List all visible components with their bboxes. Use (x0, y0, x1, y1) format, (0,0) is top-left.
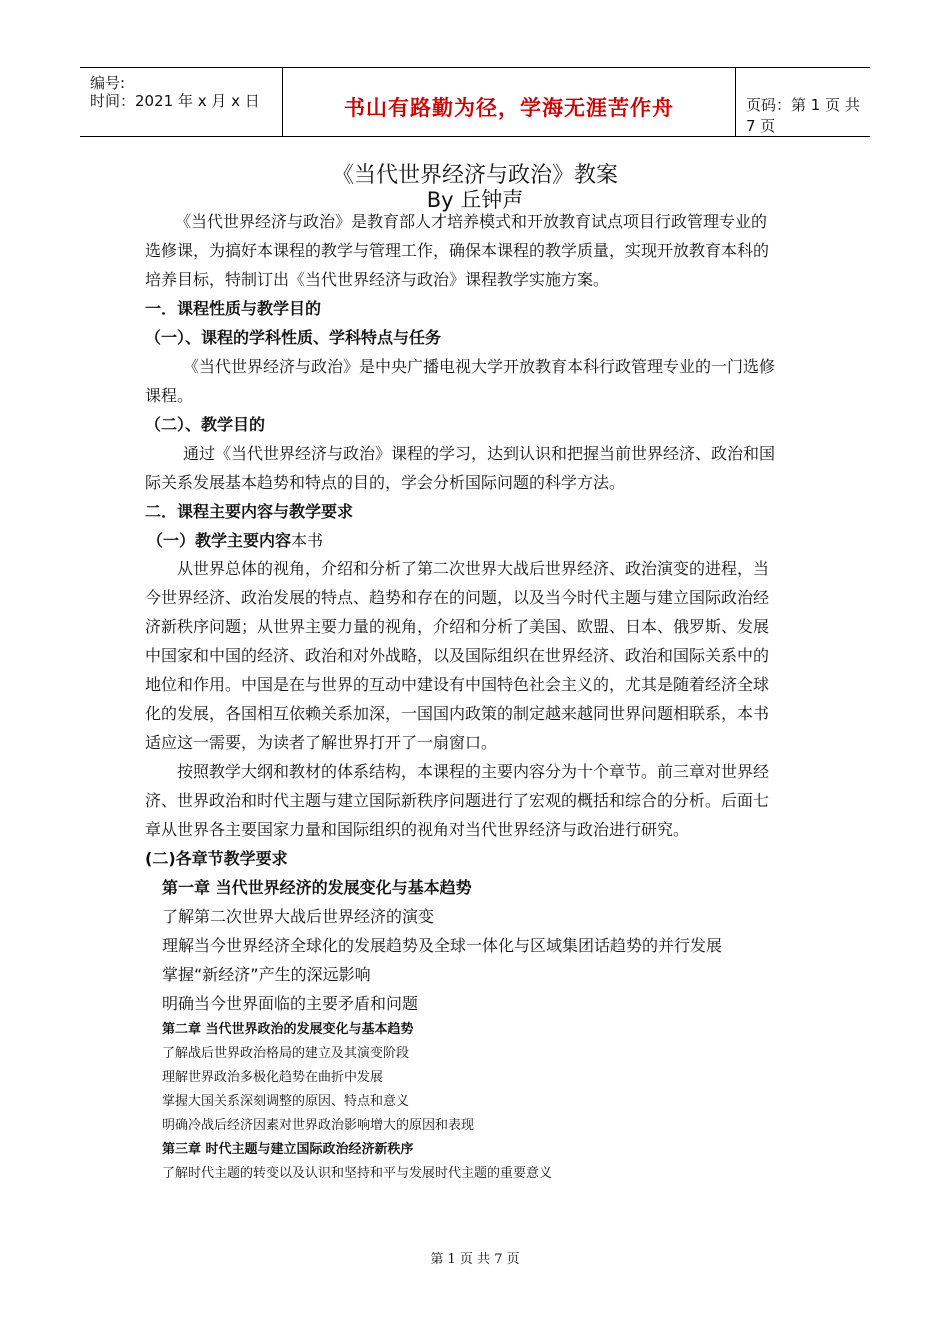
requirement-item: 了解时代主题的转变以及认识和坚持和平与发展时代主题的重要意义 (162, 1166, 553, 1181)
paragraph-line: 中国家和中国的经济、政治和对外战略，以及国际组织在世界经济、政治和国际关系中的 (145, 646, 770, 665)
paragraph-line: 课程。 (145, 386, 194, 405)
document-byline: By 丘钟声 (426, 188, 524, 212)
paragraph-line: 适应这一需要，为读者了解世界打开了一扇窗口。 (145, 733, 498, 752)
paragraph-line: 《当代世界经济与政治》是中央广播电视大学开放教育本科行政管理专业的一门选修 (183, 357, 776, 376)
subsection-heading: （一）、课程的学科性质、学科特点与任务 (145, 328, 442, 347)
page-footer: 第 1 页 共 7 页 (430, 1252, 520, 1267)
subsection-heading: （二）、教学目的 (145, 415, 266, 434)
header-page-info: 页码：第 1 页 共 7 页 (746, 96, 860, 135)
document-title: 《当代世界经济与政治》教案 (331, 163, 618, 188)
paragraph-line: 今世界经济、政治发展的特点、趋势和存在的问题，以及当今时代主题与建立国际政治经 (145, 588, 770, 607)
requirement-item: 明确当今世界面临的主要矛盾和问题 (162, 994, 419, 1013)
section-heading: 二．课程主要内容与教学要求 (145, 502, 354, 521)
paragraph-line: 通过《当代世界经济与政治》课程的学习，达到认识和把握当前世界经济、政治和国 (183, 444, 776, 463)
chapter-heading: 第一章 当代世界经济的发展变化与基本趋势 (162, 878, 472, 897)
requirement-item: 理解当今世界经济全球化的发展趋势及全球一体化与区域集团话趋势的并行发展 (162, 936, 723, 955)
paragraph-line: 地位和作用。中国是在与世界的互动中建设有中国特色社会主义的，尤其是随着经济全球 (145, 675, 770, 694)
paragraph-line: 选修课，为搞好本课程的教学与管理工作，确保本课程的教学质量，实现开放教育本科的 (145, 241, 770, 260)
requirement-item: 了解第二次世界大战后世界经济的演变 (162, 907, 435, 926)
section-heading: 一．课程性质与教学目的 (145, 299, 322, 318)
header-motto-cell (282, 68, 736, 136)
header-left-cell (80, 68, 282, 136)
paragraph-line: 按照教学大纲和教材的体系结构，本课程的主要内容分为十个章节。前三章对世界经 (177, 762, 770, 781)
header-right-cell (736, 68, 870, 136)
subsection-heading: (二)各章节教学要求 (145, 849, 288, 868)
paragraph-line: 济、世界政治和时代主题与建立国际新秩序问题进行了宏观的概括和综合的分析。后面七 (145, 791, 770, 810)
header-motto: 书山有路勤为径，学海无涯苦作舟 (344, 96, 674, 120)
chapter-heading: 第三章 时代主题与建立国际政治经济新秩序 (162, 1142, 414, 1157)
paragraph-line: 化的发展，各国相互依赖关系加深，一国国内政策的制定越来越同世界问题相联系，本书 (145, 704, 770, 723)
chapter-heading: 第二章 当代世界政治的发展变化与基本趋势 (162, 1022, 414, 1037)
subsection-heading: （一）教学主要内容 (147, 531, 292, 550)
requirement-item: 明确冷战后经济因素对世界政治影响增大的原因和表现 (162, 1118, 475, 1133)
paragraph-line: 济新秩序问题；从世界主要力量的视角，介绍和分析了美国、欧盟、日本、俄罗斯、发展 (145, 617, 770, 636)
subsection-heading-line (147, 528, 323, 551)
time-label: 时间：2021 年 x 月 x 日 (90, 92, 260, 110)
paragraph-line: 《当代世界经济与政治》是教育部人才培养模式和开放教育试点项目行政管理专业的 (175, 212, 768, 231)
number-label: 编号: (90, 74, 126, 92)
requirement-item: 掌握大国关系深刻调整的原因、特点和意义 (162, 1094, 410, 1109)
requirement-item: 了解战后世界政治格局的建立及其演变阶段 (162, 1046, 410, 1061)
inline-text: 本书 (291, 531, 324, 550)
requirement-item: 理解世界政治多极化趋势在曲折中发展 (162, 1070, 384, 1085)
paragraph-line: 从世界总体的视角，介绍和分析了第二次世界大战后世界经济、政治演变的进程，当 (177, 559, 770, 578)
paragraph-line: 际关系发展基本趋势和特点的目的，学会分析国际问题的科学方法。 (145, 473, 626, 492)
paragraph-line: 章从世界各主要国家力量和国际组织的视角对当代世界经济与政治进行研究。 (145, 820, 690, 839)
requirement-item: 掌握“新经济”产生的深远影响 (162, 965, 371, 984)
paragraph-line: 培养目标，特制订出《当代世界经济与政治》课程教学实施方案。 (145, 270, 610, 289)
document-header (80, 67, 870, 137)
